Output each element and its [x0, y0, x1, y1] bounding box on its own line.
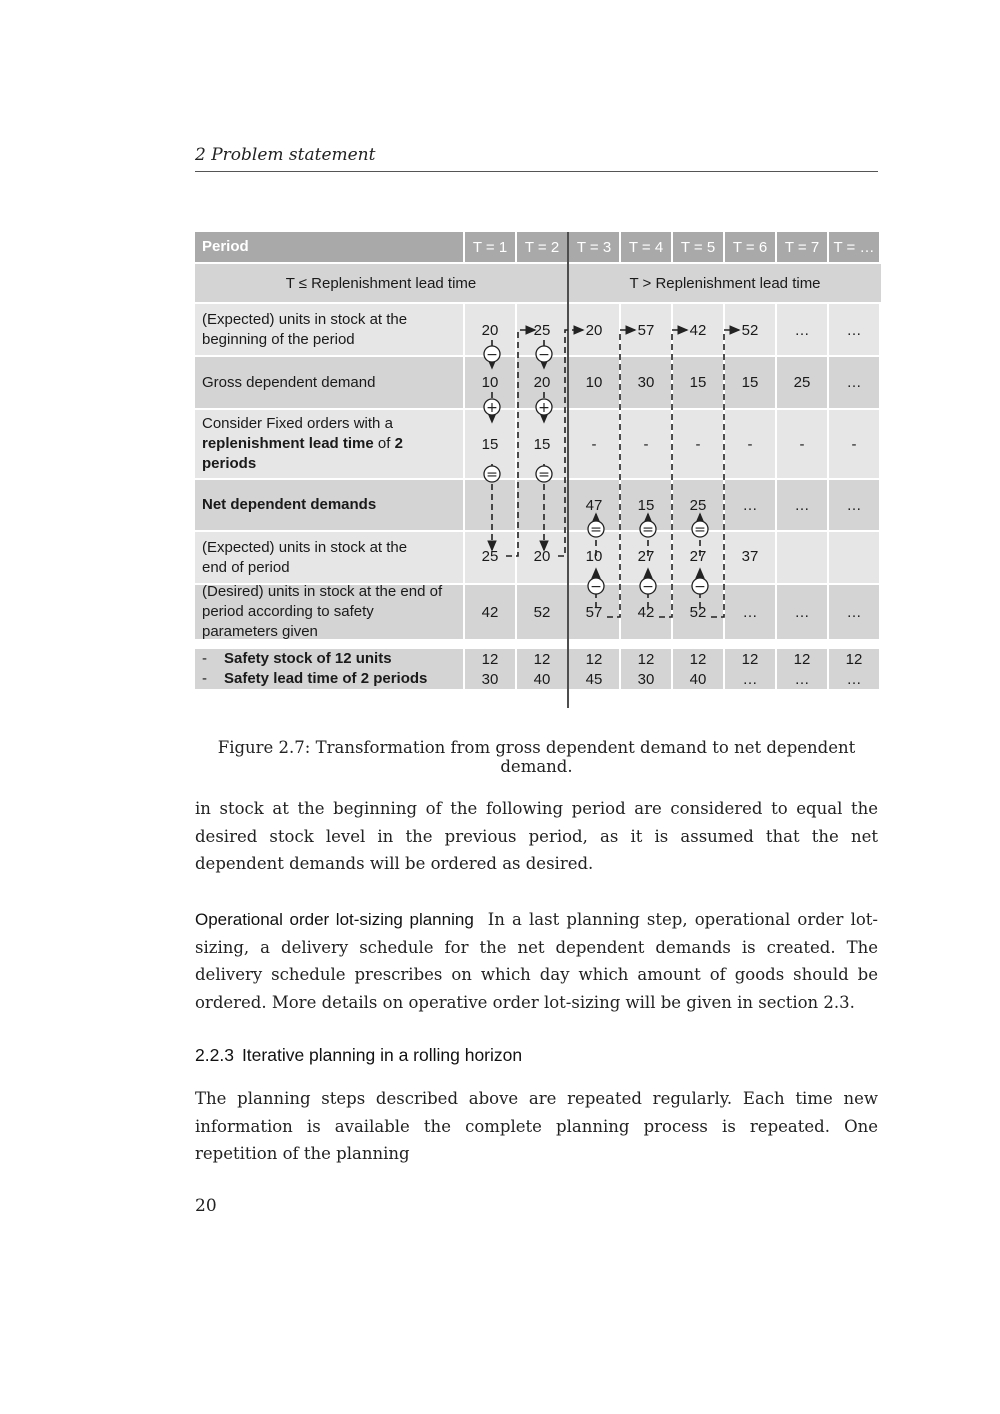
table-cell: - [725, 410, 775, 478]
table-cell: 42 [673, 304, 723, 355]
table-cell: 25 [673, 480, 723, 530]
operator-symbol: = [538, 467, 550, 483]
table-cell: … [725, 585, 775, 639]
table-cell: 52 [517, 585, 567, 639]
table-cell: 15 [725, 357, 775, 408]
sub-row-cell: 12 [621, 649, 671, 669]
carry-over-arrow [607, 330, 635, 617]
running-header [195, 145, 878, 172]
sub-row-cell: 12 [465, 649, 515, 669]
sub-row-cell: 12 [829, 649, 879, 669]
table-cell: 25 [777, 357, 827, 408]
sub-row-cell: 12 [725, 649, 775, 669]
paragraph-3: The planning steps described above are repeated regularly. Each time new information is available the complete planning process is repeated. One repetition of the planning [195, 1089, 878, 1163]
table-cell: - [621, 410, 671, 478]
period-header-cell: T = 5 [673, 232, 723, 262]
figure [195, 232, 879, 708]
paragraph-heading: Operational order lot-sizing planning [195, 910, 474, 929]
row-label-part: Consider Fixed orders with a [202, 415, 393, 432]
table-cell: 15 [517, 410, 567, 478]
table-cell: 37 [725, 532, 775, 583]
row-label-line: Gross dependent demand [202, 373, 376, 391]
row-label-line: Net dependent demands [202, 496, 377, 513]
period-header-label: Period [195, 232, 463, 262]
table-cell: 20 [517, 357, 567, 408]
table-cell: … [829, 357, 879, 408]
bullet: - [202, 650, 207, 667]
page-number: 20 [195, 1196, 217, 1216]
table-cell: 15 [673, 357, 723, 408]
section-left-label: T ≤ Replenishment lead time [195, 264, 567, 302]
operator-symbol: − [694, 579, 706, 595]
row-label-line: beginning of the period [202, 330, 355, 348]
carry-over-arrow [558, 330, 583, 556]
carry-over-arrow [659, 330, 687, 617]
operator-symbol: − [590, 579, 602, 595]
period-header-cell: T = 6 [725, 232, 775, 262]
period-header-cell: T = … [829, 232, 879, 262]
table-cell: … [829, 304, 879, 355]
table-cell: 30 [621, 357, 671, 408]
table-cell: 25 [517, 304, 567, 355]
table-cell: 47 [569, 480, 619, 530]
table-cell: 42 [465, 585, 515, 639]
operator-symbol: = [642, 522, 654, 538]
table-cell: 27 [673, 532, 723, 583]
sub-row-cell: 12 [569, 649, 619, 669]
table-cell: … [777, 304, 827, 355]
row-label-line: parameters given [202, 623, 318, 640]
period-header-cell: T = 3 [569, 232, 619, 262]
carry-over-arrow [711, 330, 739, 617]
sub-row-cell: 40 [517, 669, 567, 689]
table-cell: … [725, 480, 775, 530]
table-cell: 42 [621, 585, 671, 639]
operator-symbol: = [694, 522, 706, 538]
sub-row-cell: 12 [777, 649, 827, 669]
figure-caption: Figure 2.7: Transformation from gross dependent demand to net dependent demand. [217, 738, 856, 776]
operator-symbol: + [486, 400, 498, 416]
table-cell: … [829, 480, 879, 530]
flow-arrows-overlay [195, 232, 879, 708]
section-right-label: T > Replenishment lead time [569, 264, 881, 302]
paragraph-2-text: In a last planning step, operational order lot-sizing, a delivery schedule for the net dependent demands is created. The delivery schedule prescribes on which day which amount of goods should be ordered. More details on operative order lot-sizing will be given in section 2.3. [195, 910, 878, 1012]
sub-row-cell: … [725, 669, 775, 689]
paragraph-1: in stock at the beginning of the following period are considered to equal the desired stock level in the previous period, as it is assumed that the net dependent demands will be ordered as desired. [195, 799, 878, 873]
sub-row-cell: 12 [517, 649, 567, 669]
table-cell: 52 [725, 304, 775, 355]
sub-row-cell: 45 [569, 669, 619, 689]
row-label-line: end of period [202, 558, 290, 576]
period-header-cell: T = 4 [621, 232, 671, 262]
table-cell: 25 [465, 532, 515, 583]
row-label-line: (Desired) units in stock at the end of [202, 583, 443, 600]
table-cell: - [673, 410, 723, 478]
table-cell: … [829, 585, 879, 639]
table-cell: - [829, 410, 879, 478]
table-cell: 20 [517, 532, 567, 583]
period-header-cell: T = 7 [777, 232, 827, 262]
table-cell: 10 [465, 357, 515, 408]
row-label-line: period according to safety [202, 603, 374, 620]
carry-over-arrow [506, 330, 535, 556]
table-cell: 10 [569, 357, 619, 408]
table-cell: … [777, 585, 827, 639]
operator-symbol: + [538, 400, 550, 416]
table-cell: - [569, 410, 619, 478]
sub-row-cell: … [829, 669, 879, 689]
section-title: Iterative planning in a rolling horizon [241, 1045, 523, 1065]
table-cell: 57 [621, 304, 671, 355]
operator-symbol: = [486, 467, 498, 483]
sub-row-label-text: Safety stock of 12 units [224, 650, 392, 667]
sub-row-label-text: Safety lead time of 2 periods [224, 670, 428, 687]
sub-row-cell: 30 [465, 669, 515, 689]
sub-row-cell: … [777, 669, 827, 689]
table-cell: 10 [569, 532, 619, 583]
operator-symbol: − [642, 579, 654, 595]
running-title: 2 Problem statement [195, 145, 376, 165]
row-label-line: (Expected) units in stock at the [202, 310, 408, 328]
table-cell: 15 [621, 480, 671, 530]
table-cell: 20 [569, 304, 619, 355]
operator-symbol: − [486, 347, 498, 363]
section-heading [195, 1045, 522, 1066]
table-cell: - [777, 410, 827, 478]
row-label-part: replenishment lead time [202, 435, 374, 452]
period-header-cell: T = 1 [465, 232, 515, 262]
table-cell: 20 [465, 304, 515, 355]
operator-symbol: − [538, 347, 550, 363]
row-label-part: 2 periods [202, 435, 403, 472]
section-number: 2.2.3 [195, 1045, 234, 1065]
table-cell: 15 [465, 410, 515, 478]
sub-row-cell: 30 [621, 669, 671, 689]
paragraph-2 [195, 906, 878, 1016]
table-cell: 52 [673, 585, 723, 639]
table-cell: … [777, 480, 827, 530]
row-label-part: of [373, 435, 395, 452]
sub-row-cell: 40 [673, 669, 723, 689]
sub-row-cell: 12 [673, 649, 723, 669]
table-cell: 27 [621, 532, 671, 583]
operator-symbol: = [590, 522, 602, 538]
bullet: - [202, 670, 207, 687]
row-label-line: (Expected) units in stock at the [202, 538, 408, 556]
period-header-cell: T = 2 [517, 232, 567, 262]
table-cell: 57 [569, 585, 619, 639]
